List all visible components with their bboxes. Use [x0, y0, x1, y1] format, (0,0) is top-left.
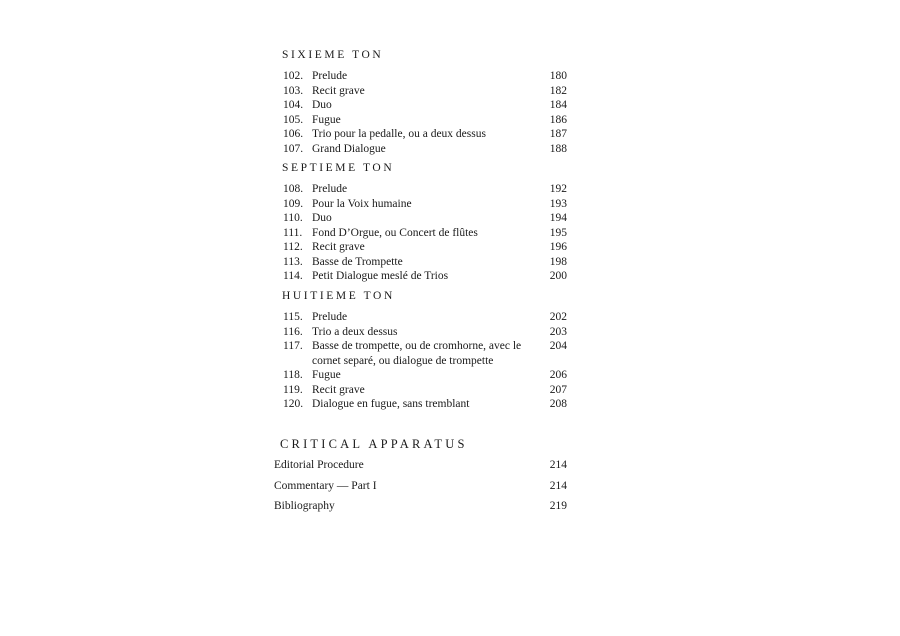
entry-number: 103. [283, 84, 304, 97]
section-entries-sixieme-ton [283, 69, 567, 156]
entry-page: 200 [549, 270, 567, 282]
entry-number: 102. [283, 70, 304, 82]
entry-number: 108. [283, 183, 304, 195]
toc-entry [283, 113, 567, 128]
entry-title: Basse de trompette, ou de cromhorne, avec le cornet separé, ou dialogue de trompette [312, 340, 522, 367]
toc-entry [283, 226, 567, 241]
toc-entry [283, 84, 567, 99]
entry-number: 104. [283, 99, 304, 111]
section-entries-huitieme-ton [283, 310, 567, 412]
entry-title: Pour la Voix humaine [312, 197, 412, 210]
entry-number: 116. [283, 325, 303, 338]
entry-page: 203 [549, 325, 567, 338]
apparatus-entries [274, 458, 567, 520]
entry-page: 202 [549, 311, 567, 323]
toc-entry [283, 397, 567, 412]
toc-entry [283, 255, 567, 270]
toc-entry [283, 98, 567, 113]
entry-page: 214 [549, 479, 567, 492]
entry-title: Duo [312, 212, 332, 224]
entry-title: Duo [312, 99, 332, 111]
entry-title: Fond D’Orgue, ou Concert de flûtes [312, 226, 478, 239]
entry-title: Recit grave [312, 84, 365, 97]
entry-page: 204 [549, 340, 567, 352]
entry-page: 186 [549, 113, 567, 126]
toc-entry [283, 325, 567, 340]
entry-title: Fugue [312, 113, 341, 126]
toc-entry [283, 69, 567, 84]
entry-page: 184 [549, 99, 567, 111]
entry-title: Bibliography [274, 500, 335, 512]
toc-entry [274, 479, 567, 494]
entry-number: 115. [283, 311, 303, 323]
section-heading-huitieme-ton: HUITIEME TON [282, 290, 395, 302]
entry-number: 120. [283, 398, 304, 410]
entry-title: Recit grave [312, 241, 365, 253]
entry-title: Prelude [312, 311, 348, 323]
entry-number: 105. [283, 113, 304, 126]
toc-entry [283, 339, 567, 368]
entry-title: Grand Dialogue [312, 142, 386, 155]
entry-number: 119. [283, 383, 303, 396]
entry-number: 107. [283, 142, 304, 155]
entry-number: 118. [283, 369, 303, 381]
entry-page: 194 [549, 212, 567, 224]
entry-page: 219 [549, 500, 567, 512]
toc-entry [283, 197, 567, 212]
entry-number: 114. [283, 270, 303, 282]
toc-entry [283, 310, 567, 325]
entry-title: Commentary — Part I [274, 479, 377, 492]
section-heading-critical-apparatus: CRITICAL APPARATUS [280, 437, 468, 451]
entry-page: 187 [549, 128, 567, 140]
entry-page: 182 [549, 84, 567, 97]
entry-page: 196 [549, 241, 567, 253]
entry-number: 109. [283, 197, 304, 210]
entry-title: Prelude [312, 70, 348, 82]
toc-entry [283, 211, 567, 226]
entry-title: Trio pour la pedalle, ou a deux dessus [312, 128, 486, 140]
section-heading-septieme-ton: SEPTIEME TON [282, 162, 395, 174]
entry-page: 198 [549, 255, 567, 268]
entry-page: 180 [549, 70, 567, 82]
entry-title: Trio a deux dessus [312, 325, 398, 338]
entry-page: 195 [549, 226, 567, 239]
entry-title: Petit Dialogue meslé de Trios [312, 270, 449, 282]
entry-title: Dialogue en fugue, sans tremblant [312, 398, 470, 410]
entry-title: Fugue [312, 369, 341, 381]
entry-page: 214 [549, 459, 567, 471]
toc-entry [283, 269, 567, 284]
toc-entry [283, 127, 567, 142]
toc-entry [283, 368, 567, 383]
toc-entry [283, 182, 567, 197]
toc-entry [283, 142, 567, 157]
entry-title: Basse de Trompette [312, 255, 403, 268]
toc-entry [274, 458, 567, 473]
entry-title: Prelude [312, 183, 348, 195]
entry-number: 110. [283, 212, 303, 224]
toc-entry [283, 383, 567, 398]
entry-page: 207 [549, 383, 567, 396]
section-heading-sixieme-ton: SIXIEME TON [282, 49, 384, 61]
entry-page: 188 [549, 142, 567, 155]
entry-number: 117. [283, 340, 303, 352]
entry-number: 106. [283, 128, 304, 140]
entry-number: 111. [283, 226, 303, 239]
entry-page: 206 [549, 369, 567, 381]
entry-page: 192 [549, 183, 567, 195]
entry-title: Editorial Procedure [274, 459, 364, 471]
toc-entry [283, 240, 567, 255]
entry-page: 208 [549, 398, 567, 410]
toc-entry [274, 499, 567, 514]
entry-number: 113. [283, 255, 303, 268]
entry-page: 193 [549, 197, 567, 210]
section-entries-septieme-ton [283, 182, 567, 284]
entry-number: 112. [283, 241, 303, 253]
entry-title: Recit grave [312, 383, 365, 396]
